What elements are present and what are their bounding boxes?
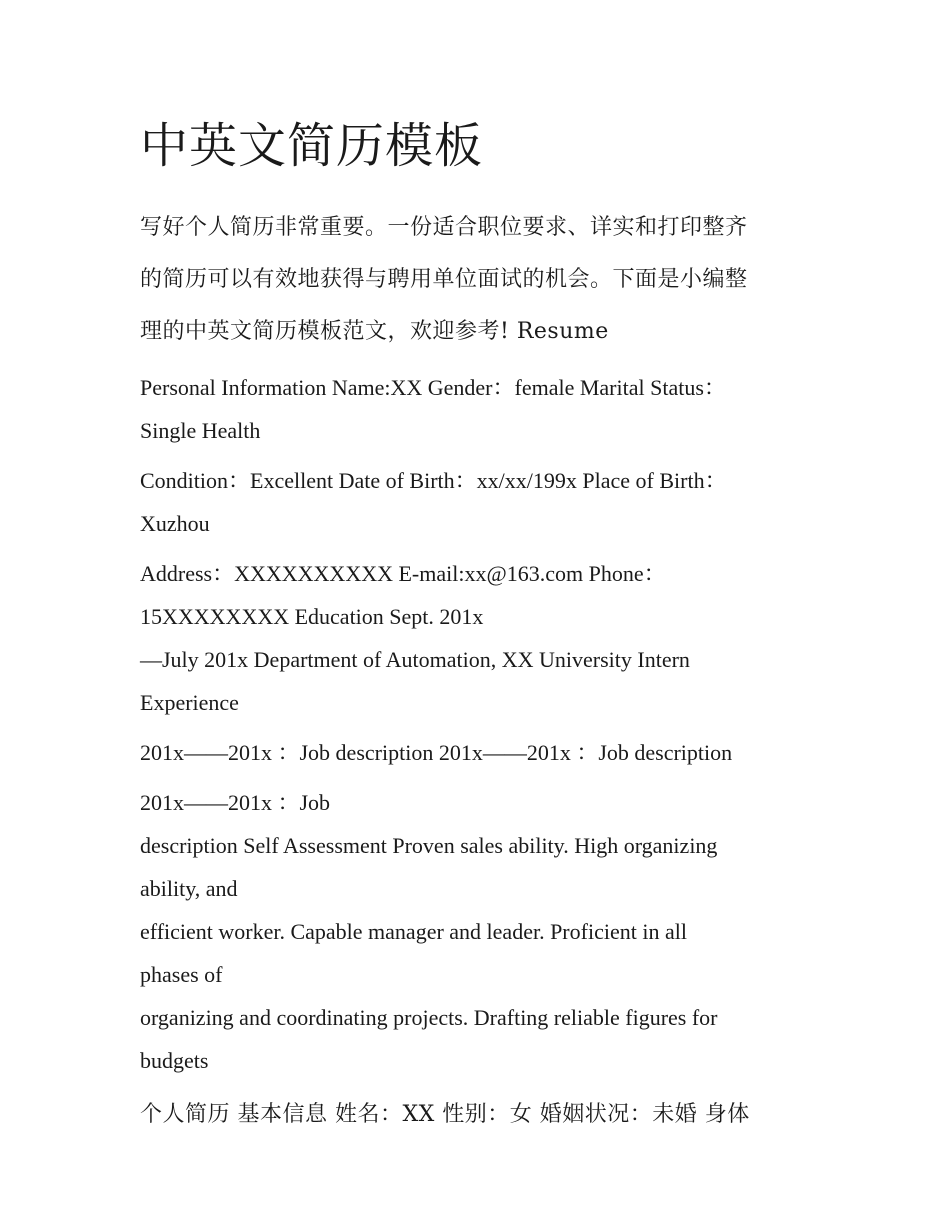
body-line: Single Health bbox=[140, 418, 261, 443]
body-line: Xuzhou bbox=[140, 511, 210, 536]
body-line: Condition：Excellent Date of Birth：xx/xx/199x Place of Birth： bbox=[140, 468, 727, 493]
body-line: efficient worker. Capable manager and leader. Proficient in all bbox=[140, 919, 687, 944]
body-line: description Self Assessment Proven sales ability. High organizing bbox=[140, 833, 718, 858]
intro-line: 的简历可以有效地获得与聘用单位面试的机会。下面是小编整 bbox=[140, 267, 748, 292]
body-line: ability, and bbox=[140, 876, 238, 901]
body-line: phases of bbox=[140, 962, 223, 987]
body-line: organizing and coordinating projects. Drafting reliable figures for bbox=[140, 1005, 718, 1030]
body-line: Personal Information Name:XX Gender：female Marital Status： bbox=[140, 375, 726, 400]
intro-line: 理的中英文简历模板范文，欢迎参考! Resume bbox=[140, 319, 609, 344]
body-line: —July 201x Department of Automation, XX University Intern bbox=[140, 647, 690, 672]
body-line: 15XXXXXXXX Education Sept. 201x bbox=[140, 604, 484, 629]
intro-line: 写好个人简历非常重要。一份适合职位要求、详实和打印整齐 bbox=[140, 215, 748, 240]
document-page bbox=[140, 112, 820, 1141]
body-line: 201x——201x ：Job bbox=[140, 790, 331, 815]
body-line: Address：XXXXXXXXXX E-mail:xx@163.com Phone： bbox=[140, 561, 666, 586]
body-line: 201x——201x ：Job description 201x——201x ：Job description bbox=[140, 740, 733, 765]
body-line: budgets bbox=[140, 1048, 209, 1073]
body-line: Experience bbox=[140, 690, 239, 715]
document-title: 中英文简历模板 bbox=[140, 118, 484, 174]
body-line: 个人简历 基本信息 姓名：XX 性别：女 婚姻状况：未婚 身体 bbox=[140, 1102, 750, 1127]
